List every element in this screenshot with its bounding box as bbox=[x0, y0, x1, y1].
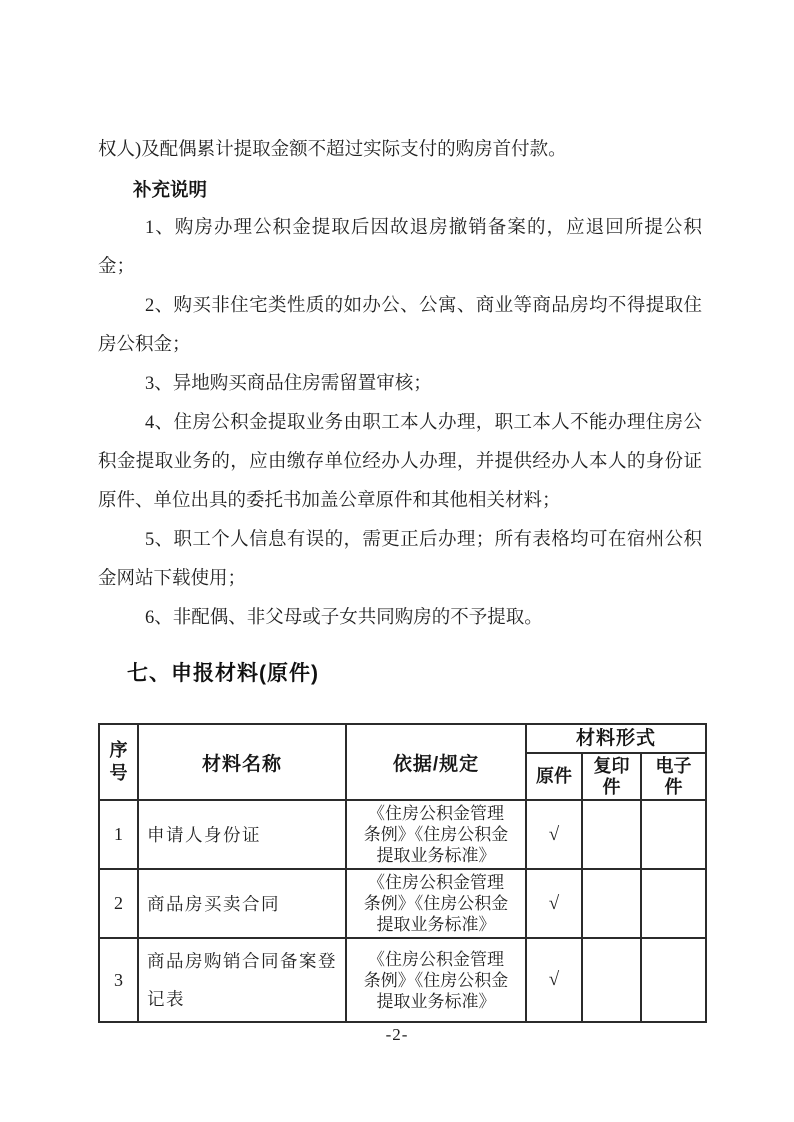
header-seq-label: 序号 bbox=[109, 740, 128, 783]
supplement-item-4: 4、住房公积金提取业务由职工本人办理，职工本人不能办理住房公积金提取业务的，应由缴存单位经办人办理，并提供经办人本人的身份证原件、单位出具的委托书加盖公章原件和其他相关材料； bbox=[98, 413, 702, 511]
content-area bbox=[98, 0, 702, 1023]
header-copy bbox=[582, 753, 641, 800]
section-heading: 七、申报材料(原件) bbox=[127, 662, 319, 685]
table-header-row-top bbox=[99, 724, 706, 753]
supplement-item-5: 5、职工个人信息有误的，需更正后办理；所有表格均可在宿州公积金网站下载使用； bbox=[98, 530, 702, 589]
cell-electronic-check bbox=[641, 800, 706, 869]
header-name: 材料名称 bbox=[138, 724, 346, 800]
header-original: 原件 bbox=[526, 753, 582, 800]
header-electronic bbox=[641, 753, 706, 800]
supplement-item-1: 1、购房办理公积金提取后因故退房撤销备案的，应退回所提公积金； bbox=[98, 218, 702, 277]
supplement-item-2: 2、购买非住宅类性质的如办公、公寓、商业等商品房均不得提取住房公积金； bbox=[98, 296, 702, 355]
header-basis: 依据/规定 bbox=[346, 724, 526, 800]
cell-original-check: √ bbox=[526, 869, 582, 938]
supplement-title: 补充说明 bbox=[133, 179, 208, 200]
header-seq bbox=[99, 724, 138, 800]
cell-seq: 3 bbox=[99, 938, 138, 1022]
cell-seq: 2 bbox=[99, 869, 138, 938]
cell-material-name: 商品房买卖合同 bbox=[138, 869, 346, 938]
table-row bbox=[99, 800, 706, 869]
intro-paragraph: 权人)及配偶累计提取金额不超过实际支付的购房首付款。 bbox=[98, 140, 567, 160]
cell-material-name: 商品房购销合同备案登记表 bbox=[138, 938, 346, 1022]
cell-original-check: √ bbox=[526, 938, 582, 1022]
table-row bbox=[99, 869, 706, 938]
cell-original-check: √ bbox=[526, 800, 582, 869]
cell-copy-check bbox=[582, 800, 641, 869]
supplement-item-6: 6、非配偶、非父母或子女共同购房的不予提取。 bbox=[145, 608, 543, 628]
cell-basis: 《住房公积金管理条例》《住房公积金提取业务标准》 bbox=[346, 869, 526, 938]
table-row bbox=[99, 938, 706, 1022]
cell-electronic-check bbox=[641, 938, 706, 1022]
materials-table bbox=[98, 723, 707, 1023]
cell-basis: 《住房公积金管理条例》《住房公积金提取业务标准》 bbox=[346, 938, 526, 1022]
cell-electronic-check bbox=[641, 869, 706, 938]
cell-seq: 1 bbox=[99, 800, 138, 869]
cell-copy-check bbox=[582, 938, 641, 1022]
supplement-item-3: 3、异地购买商品住房需留置审核； bbox=[145, 374, 432, 394]
header-copy-label: 复印件 bbox=[593, 755, 630, 797]
header-form-group: 材料形式 bbox=[526, 724, 706, 753]
page-number: -2- bbox=[385, 1025, 409, 1044]
cell-material-name: 申请人身份证 bbox=[138, 800, 346, 869]
cell-basis: 《住房公积金管理条例》《住房公积金提取业务标准》 bbox=[346, 800, 526, 869]
cell-copy-check bbox=[582, 869, 641, 938]
header-electronic-label: 电子件 bbox=[655, 755, 692, 797]
